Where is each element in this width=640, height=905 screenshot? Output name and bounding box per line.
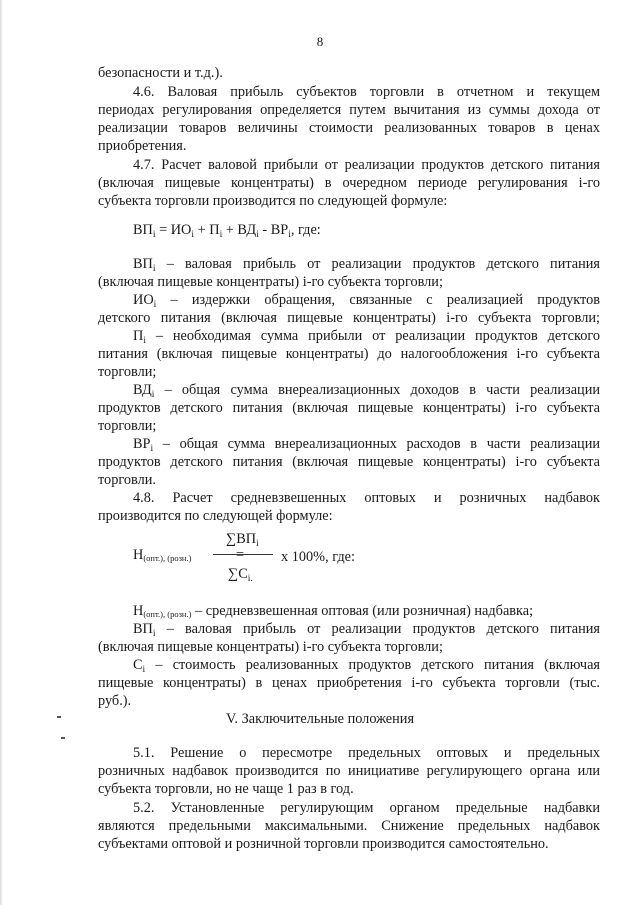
paragraph-5-1-line-2: розничных надбавок производится по инициативе регулирующего органа или — [98, 763, 600, 779]
paragraph-4-8-line-1: 4.8. Расчет средневзвешенных оптовых и розничных надбавок — [133, 490, 600, 506]
formula-markup-equals: = — [236, 547, 245, 563]
def-io-line-2: детского питания (включая пищевые концентраты) i-го субъекта торговли; — [98, 310, 600, 326]
paragraph-5-2-line-1: 5.2. Установленные регулирующим органом предельные надбавки — [133, 800, 600, 816]
paragraph-4-7-line-3: субъекта торговли производится по следующей формуле: — [98, 193, 448, 209]
paragraph-5-2-line-3: субъектами оптовой и розничной торговли производится самостоятельно. — [98, 836, 549, 852]
scan-speck — [61, 737, 65, 739]
paragraph-5-1-line-3: субъекта торговли, но не чаще 1 раз в год. — [98, 781, 354, 797]
def-vp-line-2: (включая пищевые концентраты) i-го субъекта торговли; — [98, 274, 443, 290]
def-vr-line-3: торговли. — [98, 472, 156, 488]
def-io-line-1: $ИО_i$ – издержки обращения, связанные с реализацией продуктов — [133, 292, 600, 310]
def-c-line-1: $С_i$ – стоимость реализованных продуктов детского питания (включая — [133, 657, 600, 675]
def-vd-line-3: торговли; — [98, 418, 157, 434]
def2-vp-line-2: (включая пищевые концентраты) i-го субъекта торговли; — [98, 639, 443, 655]
def-c-line-3: руб.). — [98, 693, 132, 709]
paragraph-4-6-line-4: приобретения. — [98, 138, 187, 154]
def2-vp-line-1: $ВП_i$ – валовая прибыль от реализации продуктов детского питания — [133, 621, 600, 639]
def-vr-line-2: продуктов детского питания (включая пищевые концентраты) i-го субъекта — [98, 454, 600, 470]
paragraph-5-2-line-2: являются предельными максимальными. Снижение предельных надбавок — [98, 818, 600, 834]
def-vp-line-1: $ВП_i$ – валовая прибыль от реализации продуктов детского питания — [133, 256, 600, 274]
scan-speck — [57, 716, 61, 718]
formula-markup-denominator: $\sum С_{i.}$ — [228, 566, 253, 584]
paragraph-4-6-line-3: реализации товаров величины стоимости реализованных товаров в ценах — [98, 120, 600, 136]
def-vd-line-2: продуктов детского питания (включая пищевые концентраты) i-го субъекта — [98, 400, 600, 416]
fraction-line — [213, 554, 273, 555]
section-title: V. Заключительные положения — [225, 711, 415, 727]
paragraph-5-1-line-1: 5.1. Решение о пересмотре предельных оптовых и предельных — [133, 745, 600, 761]
page-number: 8 — [316, 34, 324, 49]
formula-markup-rest: x 100%, где: — [281, 549, 355, 565]
def-p-line-2: питания (включая пищевые концентраты) до налогообложения i-го субъекта — [98, 346, 600, 362]
formula-markup-lhs: Н(опт.), (розн.) — [133, 547, 192, 563]
paragraph-4-7-line-2: (включая пищевые концентраты) в очередном периоде регулирования i-го — [98, 175, 600, 191]
scan-edge-shadow — [0, 0, 3, 905]
def-p-line-1: $П_i$ – необходимая сумма прибыли от реализации продуктов детского — [133, 328, 600, 346]
paragraph-continuation: безопасности и т.д.). — [98, 65, 223, 81]
formula-gross-profit: $ВП_i = ИО_i + П_i + ВД_i - ВР_i$, где: — [133, 222, 321, 240]
formula-markup-numerator: $\sum ВП_i$ — [226, 531, 259, 549]
paragraph-4-7-line-1: 4.7. Расчет валовой прибыли от реализации продуктов детского питания — [133, 157, 600, 173]
def-h-line-1: Н(опт.), (розн.) – средневзвешенная оптовая (или розничная) надбавка; — [133, 603, 534, 619]
def-c-line-2: пищевые концентраты) в ценах приобретения i-го субъекта торговли (тыс. — [98, 675, 600, 691]
paragraph-4-6-line-2: периодах регулирования определяется путем вычитания из суммы дохода от — [98, 102, 600, 118]
def-vd-line-1: $ВД_i$ – общая сумма внереализационных доходов в части реализации — [133, 382, 600, 400]
paragraph-4-8-line-2: производится по следующей формуле: — [98, 508, 333, 524]
paragraph-4-6-line-1: 4.6. Валовая прибыль субъектов торговли в отчетном и текущем — [133, 84, 600, 100]
def-vr-line-1: $ВР_i$ – общая сумма внереализационных расходов в части реализации — [133, 436, 600, 454]
def-p-line-3: торговли; — [98, 364, 157, 380]
